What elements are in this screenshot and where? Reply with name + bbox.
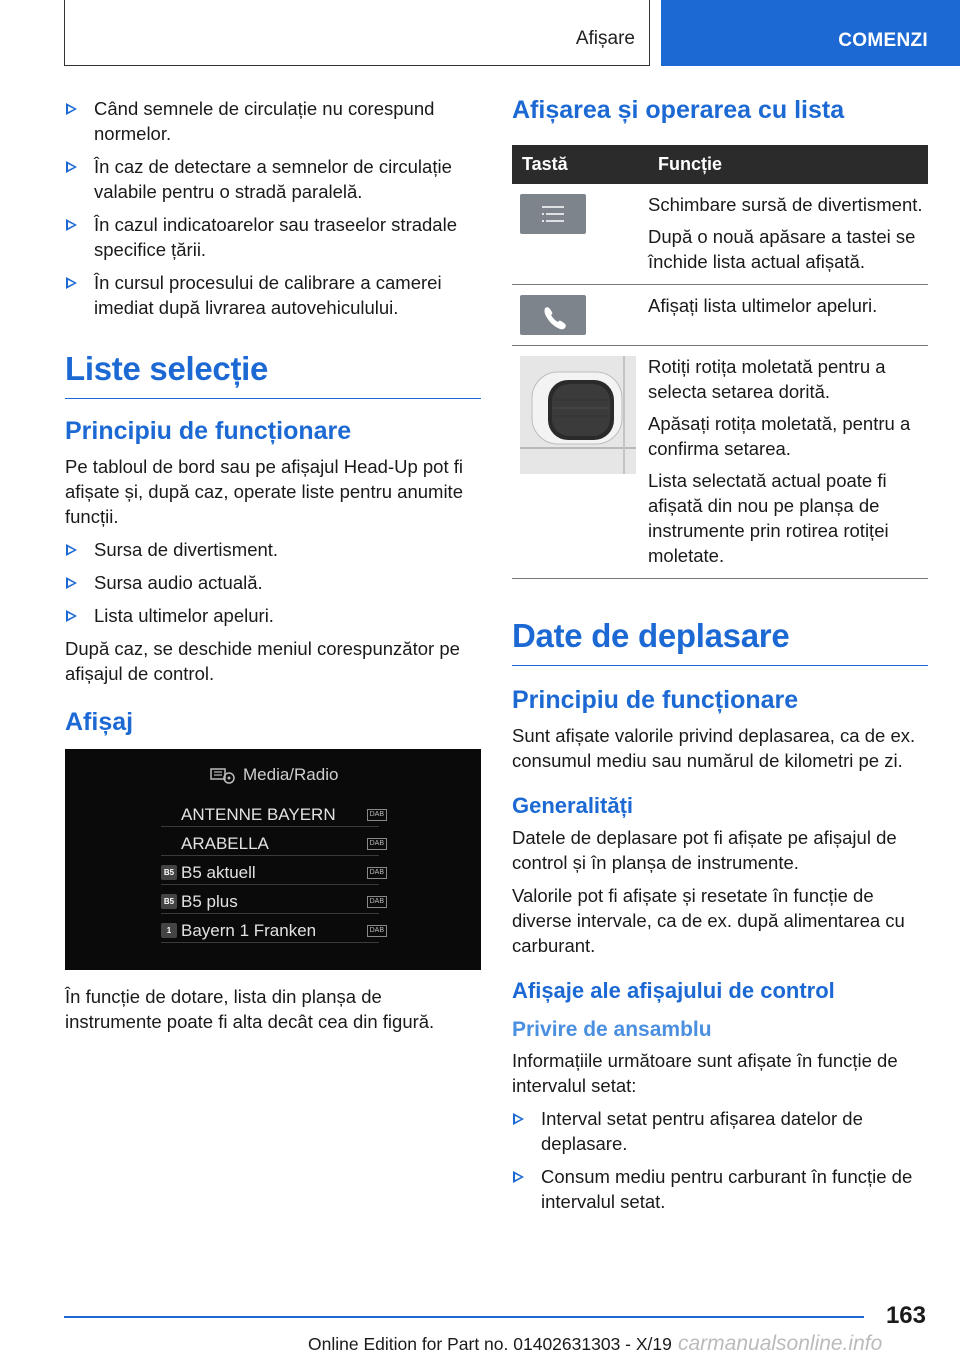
list-item: Sursa de divertisment. [65, 537, 481, 562]
function-cell: Afișați lista ultimelor apeluri. [648, 285, 928, 346]
figure-header: Media/Radio [243, 765, 339, 784]
chapter-label: COMENZI [838, 30, 928, 51]
figure-caption: În funcție de dotare, lista din planșa de instrumente poate fi alta decât cea din figură. [65, 986, 435, 1032]
station-badge: 1 [161, 923, 177, 938]
display-title: Afișaj [65, 708, 134, 736]
triangle-bullet-icon [513, 1113, 524, 1125]
station-name: B5 plus [181, 892, 238, 911]
table-row [161, 919, 384, 943]
list-item: Când semnele de circulație nu corespund normelor. [65, 96, 481, 146]
edition-text: Online Edition for Part no. 01402631303 - X/19 [308, 1334, 672, 1354]
list-item: Lista ultimelor apeluri. [65, 603, 481, 628]
table-row [161, 803, 384, 827]
triangle-bullet-icon [513, 1171, 524, 1183]
dab-tag: DAB [367, 925, 387, 937]
page-header [64, 0, 960, 66]
right-column [512, 96, 928, 1222]
station-badge: B5 [161, 894, 177, 909]
key-cell [512, 184, 648, 285]
general-text-2: Valorile pot fi afișate și resetate în funcție de diverse intervale, ca de ex. după alimentarea cu carburant. [512, 885, 905, 956]
dab-tag: DAB [367, 896, 387, 908]
watermark: carmanualsonline.info [678, 1332, 883, 1355]
key-cell [512, 285, 648, 346]
intro-list [65, 96, 481, 320]
triangle-bullet-icon [66, 161, 77, 173]
principle-text: Sunt afișate valorile privind deplasarea, ca de ex. consumul mediu sau numărul de kilometri pe zi. [512, 725, 916, 771]
table-header-row [512, 145, 928, 184]
overview-title: Privire de ansamblu [512, 1018, 712, 1041]
dab-tag: DAB [367, 809, 387, 821]
footer-rule [64, 1316, 864, 1318]
list-item: Interval setat pentru afișarea datelor de deplasare. [512, 1106, 928, 1156]
chapter-title: Date de deplasare [512, 617, 928, 666]
media-radio-icon [210, 767, 236, 785]
station-badge: B5 [161, 865, 177, 880]
triangle-bullet-icon [66, 544, 77, 556]
table-row [512, 184, 928, 285]
chapter-tab [661, 0, 960, 66]
principle-title: Principiu de funcționare [512, 686, 799, 714]
column-header-key: Tastă [512, 145, 648, 184]
overview-list [512, 1106, 928, 1214]
triangle-bullet-icon [66, 103, 77, 115]
station-name: Bayern 1 Franken [181, 921, 317, 940]
key-cell [512, 346, 648, 579]
general-title: Generalități [512, 793, 634, 818]
function-cell: Rotiți rotița moletată pentru a selecta setarea dorită. Apăsați rotița moletată, pentru a confirma setarea. Lista selectată actual poate fi afișată din nou pe planșa de instrumente prin rotirea rotiței moletate. [648, 346, 928, 579]
table-row [161, 861, 384, 885]
page-number: 163 [885, 1302, 926, 1329]
column-header-function: Funcție [648, 145, 928, 184]
list-item: Sursa audio actuală. [65, 570, 481, 595]
triangle-bullet-icon [66, 577, 77, 589]
triangle-bullet-icon [66, 610, 77, 622]
station-badge [161, 807, 177, 822]
list-item: În caz de detectare a semnelor de circulație valabile pentru o stradă paralelă. [65, 154, 481, 204]
dab-tag: DAB [367, 838, 387, 850]
section-label: Afișare [575, 28, 635, 49]
list-menu-icon [520, 194, 586, 234]
overview-text: Informațiile următoare sunt afișate în funcție de intervalul setat: [512, 1050, 898, 1096]
keys-table [512, 145, 928, 579]
thumbwheel-icon [520, 356, 636, 474]
function-cell: Schimbare sursă de divertisment. După o nouă apăsare a tastei se închide lista actual afișată. [648, 184, 928, 285]
control-display-title: Afișaje ale afișajului de control [512, 978, 835, 1003]
general-text-1: Datele de deplasare pot fi afișate pe afișajul de control și în planșa de instrumente. [512, 827, 897, 873]
table-row [512, 346, 928, 579]
station-badge [161, 836, 177, 851]
station-name: ANTENNE BAYERN [181, 805, 336, 824]
phone-icon [520, 295, 586, 335]
after-list-text: După caz, se deschide meniul corespunzător pe afișajul de control. [65, 638, 460, 684]
section-tab [64, 0, 650, 66]
list-item: În cursul procesului de calibrare a camerei imediat după livrarea autovehiculului. [65, 270, 481, 320]
chapter-title: Liste selecție [65, 350, 481, 399]
table-row [512, 285, 928, 346]
list-item: Consum mediu pentru carburant în funcție de intervalul setat. [512, 1164, 928, 1214]
station-name: ARABELLA [181, 834, 269, 853]
list-item: În cazul indicatoarelor sau traseelor stradale specifice țării. [65, 212, 481, 262]
dab-tag: DAB [367, 867, 387, 879]
media-radio-figure [65, 749, 481, 970]
principle-text: Pe tabloul de bord sau pe afișajul Head-Up pot fi afișate și, după caz, operate liste pentru anumite funcții. [65, 456, 464, 527]
station-name: B5 aktuell [181, 863, 256, 882]
triangle-bullet-icon [66, 277, 77, 289]
left-column [65, 96, 481, 1042]
triangle-bullet-icon [66, 219, 77, 231]
table-row [161, 832, 384, 856]
list-operation-title: Afișarea și operarea cu lista [512, 96, 845, 124]
principle-title: Principiu de funcționare [65, 417, 352, 445]
table-row [161, 890, 384, 914]
source-list [65, 537, 481, 628]
